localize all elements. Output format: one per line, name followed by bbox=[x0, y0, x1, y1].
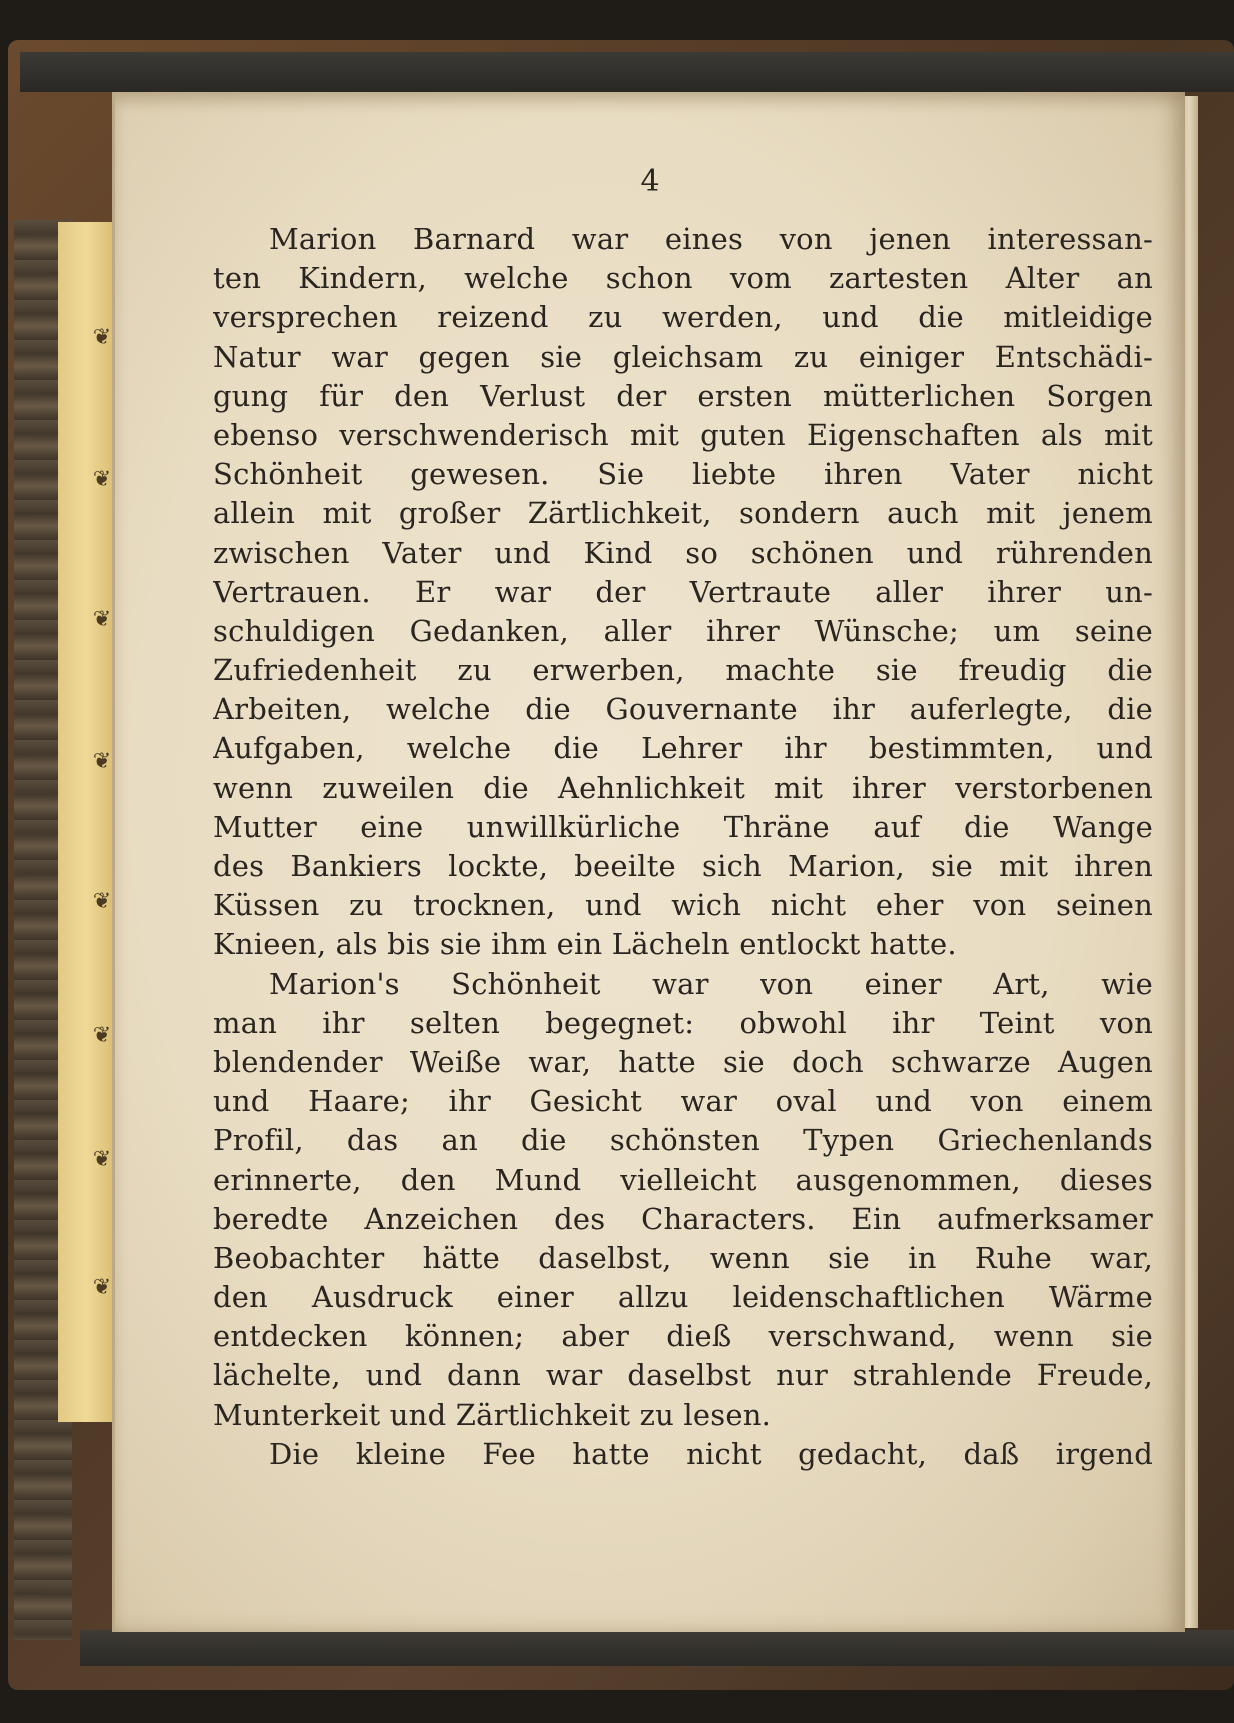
cover-top-edge bbox=[20, 52, 1234, 92]
text-line: den Ausdruck einer allzu leidenschaftlichen Wärme bbox=[213, 1280, 1153, 1315]
text-line: Vertrauen. Er war der Vertraute aller ihrer un- bbox=[213, 574, 1153, 609]
text-line: Marion Barnard war eines von jenen interessan- bbox=[269, 222, 1153, 256]
scroll-ornament-icon: ❦ bbox=[92, 749, 112, 774]
text-line: gung für den Verlust der ersten mütterlichen Sorgen bbox=[213, 378, 1153, 413]
scroll-ornament-icon: ❦ bbox=[92, 1147, 112, 1172]
text-line: Küssen zu trocknen, und wich nicht eher von seinen bbox=[213, 888, 1153, 923]
text-line: wenn zuweilen die Aehnlichkeit mit ihrer verstorbenen bbox=[213, 770, 1153, 805]
text-line: Arbeiten, welche die Gouvernante ihr auferlegte, die bbox=[213, 692, 1153, 727]
text-line: Knieen, als bis sie ihm ein Lächeln entlockt hatte. bbox=[213, 927, 957, 962]
text-line: ten Kindern, welche schon vom zartesten Alter an bbox=[213, 261, 1153, 296]
text-line: versprechen reizend zu werden, und die mitleidige bbox=[213, 300, 1153, 335]
scroll-ornament-icon: ❦ bbox=[92, 607, 112, 632]
text-line: des Bankiers lockte, beeilte sich Marion, sie mit ihren bbox=[213, 849, 1153, 883]
scroll-ornament-icon: ❦ bbox=[92, 467, 112, 492]
text-line: Profil, das an die schönsten Typen Griechenlands bbox=[213, 1123, 1153, 1158]
text-line: entdecken können; aber dieß verschwand, wenn sie bbox=[213, 1319, 1153, 1354]
text-line: lächelte, und dann war daselbst nur strahlende Freude, bbox=[213, 1358, 1153, 1393]
text-line: Zufriedenheit zu erwerben, machte sie freudig die bbox=[213, 653, 1153, 688]
scroll-ornament-icon: ❦ bbox=[92, 889, 112, 914]
text-line: Die kleine Fee hatte nicht gedacht, daß irgend bbox=[269, 1436, 1153, 1471]
text-line: Aufgaben, welche die Lehrer ihr bestimmten, und bbox=[213, 731, 1153, 766]
text-line: Mutter eine unwillkürliche Thräne auf die Wange bbox=[213, 809, 1153, 844]
text-line: man ihr selten begegnet: obwohl ihr Teint von bbox=[213, 1005, 1153, 1040]
text-line: blendender Weiße war, hatte sie doch schwarze Augen bbox=[213, 1044, 1153, 1079]
ornamental-tab-strip bbox=[58, 222, 116, 1422]
scroll-ornament-icon: ❦ bbox=[92, 1023, 112, 1048]
text-line: Marion's Schönheit war von einer Art, wie bbox=[269, 966, 1153, 1001]
text-line: zwischen Vater und Kind so schönen und rührenden bbox=[213, 535, 1153, 570]
scroll-ornament-icon: ❦ bbox=[92, 1275, 112, 1300]
text-line: Schönheit gewesen. Sie liebte ihren Vater nicht bbox=[213, 457, 1153, 492]
text-line: erinnerte, den Mund vielleicht ausgenommen, dieses bbox=[213, 1162, 1153, 1197]
book-page bbox=[112, 92, 1185, 1632]
text-line: und Haare; ihr Gesicht war oval und von einem bbox=[213, 1084, 1153, 1119]
page-number: 4 bbox=[640, 164, 660, 199]
text-line: Munterkeit und Zärtlichkeit zu lesen. bbox=[213, 1397, 772, 1432]
text-line: ebenso verschwenderisch mit guten Eigenschaften als mit bbox=[213, 417, 1153, 452]
text-line: Beobachter hätte daselbst, wenn sie in Ruhe war, bbox=[213, 1240, 1153, 1275]
cover-bottom-edge bbox=[80, 1630, 1234, 1666]
text-line: beredte Anzeichen des Characters. Ein aufmerksamer bbox=[213, 1201, 1153, 1236]
body-text bbox=[213, 220, 1153, 1474]
text-line: Natur war gegen sie gleichsam zu einiger Entschädi- bbox=[213, 339, 1153, 374]
text-line: allein mit großer Zärtlichkeit, sondern auch mit jenem bbox=[213, 496, 1153, 531]
text-line: schuldigen Gedanken, aller ihrer Wünsche; um seine bbox=[213, 613, 1153, 648]
scroll-ornament-icon: ❦ bbox=[92, 325, 112, 350]
